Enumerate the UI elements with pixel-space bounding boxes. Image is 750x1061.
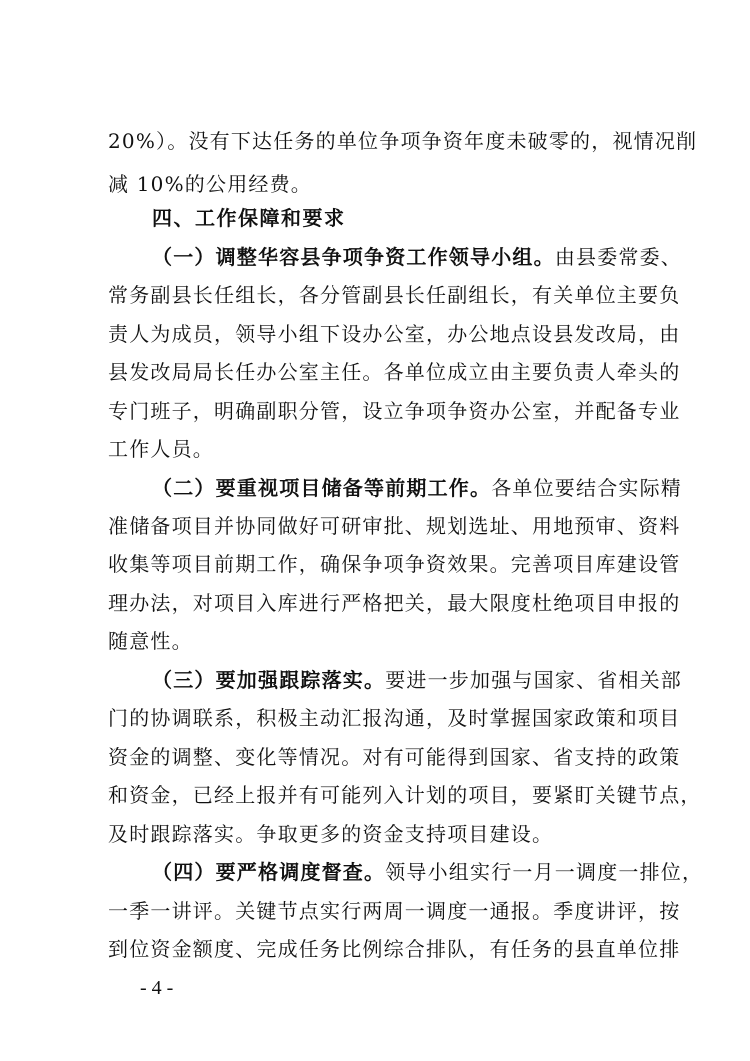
text-line: 及时跟踪落实。争取更多的资金支持项目建设。 xyxy=(108,822,554,846)
text-line: 一季一讲评。关键节点实行两周一调度一通报。季度讲评，按 xyxy=(108,899,681,923)
paragraph-title: （三）要加强跟踪落实。 xyxy=(152,668,386,692)
text-line: 和资金，已经上报并有可能列入计划的项目，要紧盯关键节点， xyxy=(108,783,702,807)
paragraph-first-line xyxy=(108,243,683,271)
paragraph-title: （四）要严格调度督查。 xyxy=(152,860,386,884)
paragraph-title: （二）要重视项目储备等前期工作。 xyxy=(152,476,492,500)
paragraph-title: （一）调整华容县争项争资工作领导小组。 xyxy=(152,245,555,269)
paragraph-first-line xyxy=(108,666,683,694)
page-number: - 4 - xyxy=(140,977,174,999)
paragraph-first-line xyxy=(108,474,683,502)
paragraph-text: 各单位要结合实际精 xyxy=(491,476,683,500)
text-line: 到位资金额度、完成任务比例综合排队，有任务的县直单位排 xyxy=(108,937,681,961)
text-line: 资金的调整、变化等情况。对有可能得到国家、省支持的政策 xyxy=(108,745,681,769)
text-line: 专门班子，明确副职分管，设立争项争资办公室，并配备专业 xyxy=(108,399,681,423)
paragraph-first-line xyxy=(108,858,704,886)
paragraph-text: 由县委常委、 xyxy=(554,245,683,269)
text-line: 准储备项目并协同做好可研审批、规划选址、用地预审、资料 xyxy=(108,514,681,538)
paragraph-text: 要进一步加强与国家、省相关部 xyxy=(385,668,683,692)
text-line: 门的协调联系，积极主动汇报沟通，及时掌握国家政策和项目 xyxy=(108,706,681,730)
text-line: 随意性。 xyxy=(108,629,193,653)
text-line: 20%）。没有下达任务的单位争项争资年度未破零的，视情况削 xyxy=(108,129,698,153)
text-line: 县发改局局长任办公室主任。各单位成立由主要负责人牵头的 xyxy=(108,360,681,384)
text-line: 工作人员。 xyxy=(108,437,214,461)
text-line: 理办法，对项目入库进行严格把关，最大限度杜绝项目申报的 xyxy=(108,591,681,615)
text-line: 责人为成员，领导小组下设办公室，办公地点设县发改局，由 xyxy=(108,322,681,346)
paragraph-text: 领导小组实行一月一调度一排位， xyxy=(385,860,704,884)
text-line: 常务副县长任组长，各分管副县长任副组长，有关单位主要负 xyxy=(108,283,681,307)
text-line: 减 10%的公用经费。 xyxy=(108,172,313,196)
text-line: 收集等项目前期工作，确保争项争资效果。完善项目库建设管 xyxy=(108,552,681,576)
section-heading: 四、工作保障和要求 xyxy=(152,206,346,230)
